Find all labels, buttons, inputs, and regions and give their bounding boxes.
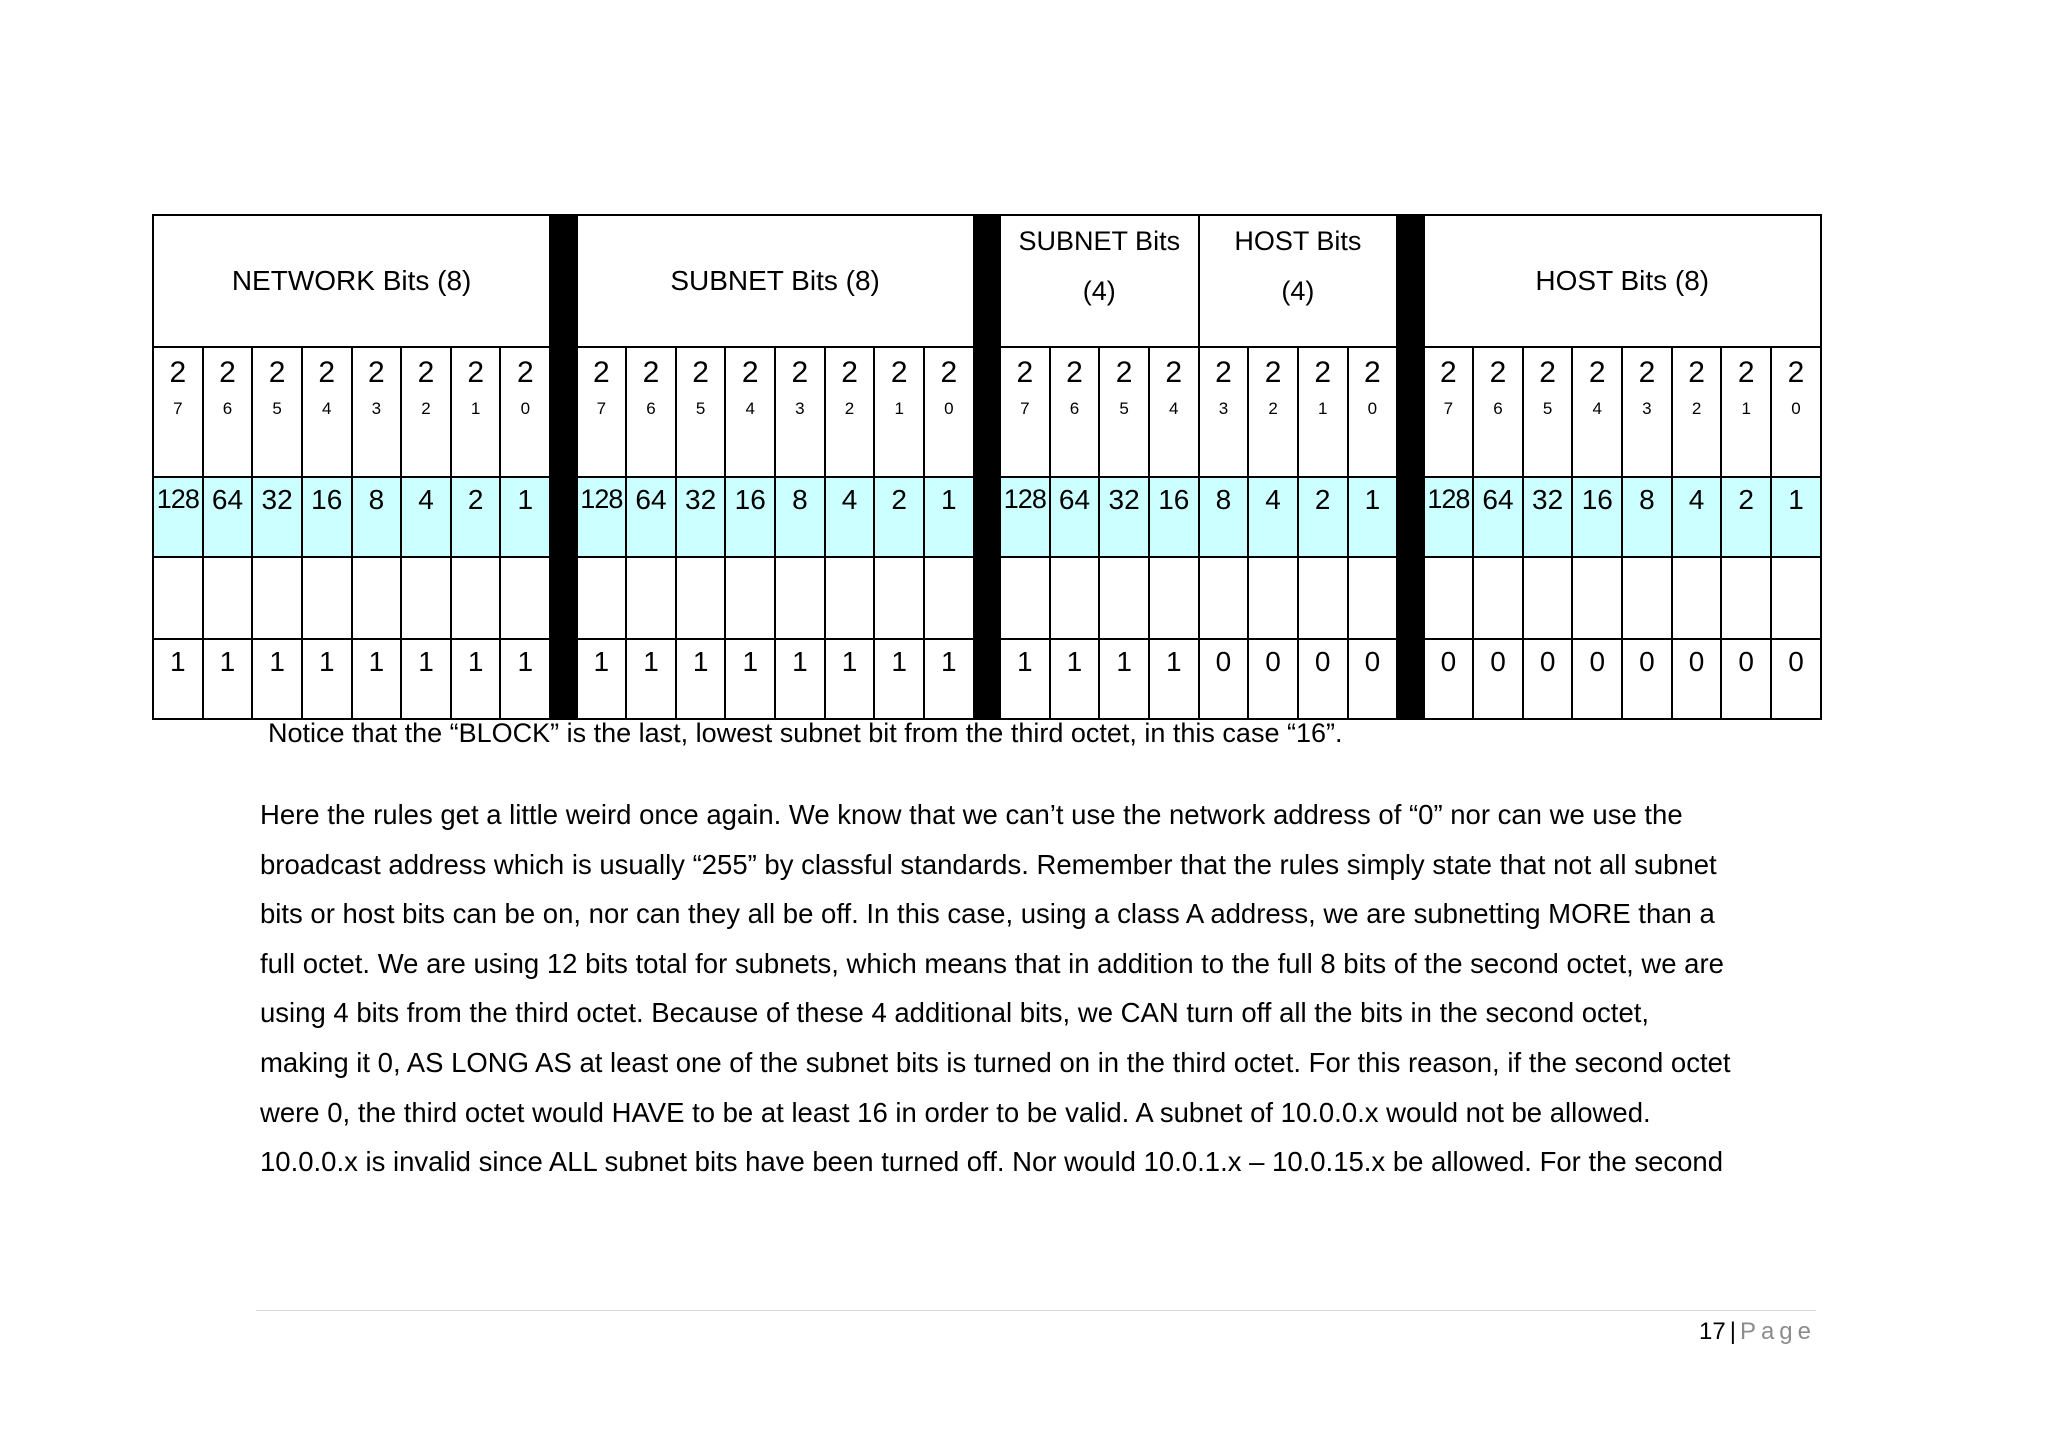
exponent-digit: 1	[470, 399, 481, 418]
bit-value-cell: 1	[1149, 639, 1199, 719]
octet-separator	[1397, 347, 1423, 477]
place-value-cell: 32	[1099, 477, 1149, 557]
footer-separator: |	[1729, 1318, 1736, 1345]
bit-value-cell: 0	[1721, 639, 1771, 719]
octet-separator	[974, 347, 1000, 477]
base-digit: 2	[467, 356, 484, 389]
blank-cell	[1099, 557, 1149, 639]
power-of-two-cell	[1572, 347, 1622, 477]
base-digit: 2	[642, 356, 660, 389]
place-value-cell: 16	[302, 477, 352, 557]
place-value-cell: 64	[203, 477, 253, 557]
blank-cell	[1050, 557, 1100, 639]
bit-value-cell: 0	[1622, 639, 1672, 719]
blank-cell	[1348, 557, 1398, 639]
base-digit: 2	[940, 356, 958, 389]
host-bits-header: HOST Bits (8)	[1424, 215, 1821, 347]
place-value-cell: 1	[1348, 477, 1398, 557]
exponent-digit: 7	[1020, 399, 1030, 418]
blank-cell	[626, 557, 676, 639]
blank-cell	[1672, 557, 1722, 639]
place-value-cell: 16	[725, 477, 775, 557]
bit-value-cell: 1	[676, 639, 726, 719]
power-of-two-cell	[500, 347, 550, 477]
bit-value-cell: 1	[153, 639, 203, 719]
base-digit: 2	[1737, 356, 1755, 389]
blank-cell	[1149, 557, 1199, 639]
place-value-cell: 128	[1000, 477, 1050, 557]
power-of-two-cell	[775, 347, 825, 477]
power-of-two-cell	[252, 347, 302, 477]
paragraph-line: 10.0.0.x is invalid since ALL subnet bits have been turned off. Nor would 10.0.1.x – 10.0.15.x be allowed. For the second	[260, 1146, 1724, 1178]
bit-value-cell: 0	[1424, 639, 1474, 719]
blank-cell	[153, 557, 203, 639]
exponent-digit: 3	[795, 399, 805, 418]
base-digit: 2	[417, 356, 435, 389]
exponent-digit: 0	[520, 399, 531, 418]
bit-value-cell: 0	[1672, 639, 1722, 719]
bit-value-cell: 1	[577, 639, 627, 719]
power-of-two-row	[153, 347, 1821, 477]
exponent-digit: 3	[1642, 399, 1652, 418]
blank-cell	[577, 557, 627, 639]
blank-cell	[1622, 557, 1672, 639]
header-row	[153, 215, 1821, 347]
exponent-digit: 6	[222, 399, 233, 418]
exponent-digit: 6	[1069, 399, 1080, 418]
exponent-digit: 7	[596, 399, 607, 418]
exponent-digit: 4	[322, 399, 332, 418]
base-digit: 2	[890, 356, 908, 389]
base-digit: 2	[1489, 356, 1507, 389]
place-value-cell: 2	[1298, 477, 1348, 557]
page-label: Page	[1739, 1318, 1816, 1345]
octet-separator	[1397, 557, 1423, 639]
paragraph-line: were 0, the third octet would HAVE to be at least 16 in order to be valid. A subnet of 10.0.0.x would not be allowed.	[260, 1096, 1651, 1128]
place-value-cell: 128	[153, 477, 203, 557]
exponent-digit: 1	[1317, 399, 1328, 418]
power-of-two-cell	[451, 347, 501, 477]
power-of-two-cell	[1000, 347, 1050, 477]
bit-value-cell: 1	[352, 639, 402, 719]
base-digit: 2	[219, 356, 236, 389]
paragraph-line: using 4 bits from the third octet. Because of these 4 additional bits, we CAN turn off all the bits in the second octet,	[260, 997, 1650, 1029]
paragraph-line: bits or host bits can be on, nor can they all be off. In this case, using a class A address, we are subnetting MORE than a	[260, 898, 1715, 930]
bit-value-cell: 1	[252, 639, 302, 719]
bit-value-cell: 1	[874, 639, 924, 719]
paragraph-line: broadcast address which is usually “255” by classful standards. Remember that the rules simply state that not all subnet	[260, 848, 1717, 880]
power-of-two-cell	[725, 347, 775, 477]
binary-bits-row	[153, 639, 1821, 719]
octet-separator	[974, 477, 1000, 557]
blank-row	[153, 557, 1821, 639]
power-of-two-cell	[1771, 347, 1821, 477]
exponent-digit: 7	[1443, 399, 1454, 418]
exponent-digit: 0	[1367, 399, 1378, 418]
bit-value-cell: 0	[1348, 639, 1398, 719]
exponent-digit: 1	[1741, 399, 1751, 418]
power-of-two-cell	[1348, 347, 1398, 477]
blank-cell	[1298, 557, 1348, 639]
base-digit: 2	[841, 356, 858, 389]
subnet-bits-4-count: (4)	[1082, 276, 1116, 306]
power-of-two-cell	[1199, 347, 1249, 477]
place-value-cell: 2	[874, 477, 924, 557]
power-of-two-cell	[1149, 347, 1199, 477]
power-of-two-cell	[302, 347, 352, 477]
bit-value-cell: 1	[302, 639, 352, 719]
exponent-digit: 5	[695, 399, 706, 418]
exponent-digit: 4	[1592, 399, 1602, 418]
bit-value-cell: 0	[1523, 639, 1573, 719]
blank-cell	[252, 557, 302, 639]
bit-value-cell: 1	[1000, 639, 1050, 719]
bit-value-cell: 0	[1771, 639, 1821, 719]
exponent-digit: 1	[894, 399, 904, 418]
place-value-cell: 32	[1523, 477, 1573, 557]
place-value-cell: 32	[676, 477, 726, 557]
exponent-digit: 2	[1268, 399, 1278, 418]
blank-cell	[775, 557, 825, 639]
base-digit: 2	[1264, 356, 1282, 389]
place-value-cell: 1	[1771, 477, 1821, 557]
host-bits-4-label: HOST Bits	[1234, 226, 1362, 256]
power-of-two-cell	[1622, 347, 1672, 477]
blank-cell	[1473, 557, 1523, 639]
base-digit: 2	[791, 356, 809, 389]
blank-cell	[1721, 557, 1771, 639]
power-of-two-cell	[874, 347, 924, 477]
power-of-two-cell	[1523, 347, 1573, 477]
base-digit: 2	[1066, 356, 1083, 389]
place-value-cell: 8	[352, 477, 402, 557]
bit-value-cell: 0	[1298, 639, 1348, 719]
bit-value-cell: 0	[1248, 639, 1298, 719]
blank-cell	[1199, 557, 1249, 639]
place-value-cell: 64	[626, 477, 676, 557]
blank-cell	[352, 557, 402, 639]
bit-value-cell: 1	[451, 639, 501, 719]
exponent-digit: 3	[371, 399, 382, 418]
exponent-digit: 5	[272, 399, 282, 418]
paragraph-line: full octet. We are using 12 bits total for subnets, which means that in addition to the full 8 bits of the second octet, we are	[260, 947, 1724, 979]
base-digit: 2	[1314, 356, 1332, 389]
power-of-two-cell	[1473, 347, 1523, 477]
blank-cell	[825, 557, 875, 639]
blank-cell	[203, 557, 253, 639]
page-footer	[1699, 1318, 1816, 1346]
base-digit: 2	[1364, 356, 1381, 389]
blank-cell	[1000, 557, 1050, 639]
base-digit: 2	[516, 356, 534, 389]
blank-cell	[1572, 557, 1622, 639]
base-digit: 2	[268, 356, 286, 389]
base-digit: 2	[592, 356, 610, 389]
bit-value-cell: 0	[1199, 639, 1249, 719]
base-digit: 2	[1588, 356, 1606, 389]
place-value-cell: 2	[1721, 477, 1771, 557]
octet-separator	[550, 557, 576, 639]
base-digit: 2	[169, 356, 187, 389]
bit-value-cell: 1	[203, 639, 253, 719]
body-paragraph	[260, 790, 1820, 1187]
exponent-digit: 0	[1791, 399, 1801, 418]
octet-separator	[974, 639, 1000, 719]
blank-cell	[401, 557, 451, 639]
octet-separator	[550, 347, 576, 477]
place-value-cell: 64	[1473, 477, 1523, 557]
host-bits-4-header	[1199, 215, 1398, 347]
exponent-digit: 2	[421, 399, 431, 418]
octet-separator	[974, 215, 1000, 347]
place-value-cell: 64	[1050, 477, 1100, 557]
paragraph-line: making it 0, AS LONG AS at least one of the subnet bits is turned on in the third octet. For this reason, if the second octet	[260, 1046, 1731, 1078]
place-value-cell: 8	[1199, 477, 1249, 557]
bit-value-cell: 1	[626, 639, 676, 719]
octet-separator	[550, 477, 576, 557]
exponent-digit: 5	[1119, 399, 1129, 418]
octet-separator	[550, 215, 576, 347]
power-of-two-cell	[924, 347, 974, 477]
blank-cell	[874, 557, 924, 639]
exponent-digit: 2	[844, 399, 855, 418]
subnet-bits-4-label: SUBNET Bits	[1018, 226, 1181, 256]
place-value-cell: 8	[775, 477, 825, 557]
blank-cell	[500, 557, 550, 639]
paragraph-line: Here the rules get a little weird once again. We know that we can’t use the network address of “0” nor can we use the	[260, 799, 1683, 830]
bit-value-cell: 0	[1572, 639, 1622, 719]
subnet-bits-4-header	[1000, 215, 1199, 347]
base-digit: 2	[1165, 356, 1183, 389]
power-of-two-cell	[352, 347, 402, 477]
power-of-two-cell	[626, 347, 676, 477]
power-of-two-cell	[401, 347, 451, 477]
page-number: 17	[1699, 1318, 1726, 1345]
blank-cell	[1523, 557, 1573, 639]
blank-cell	[924, 557, 974, 639]
base-digit: 2	[368, 356, 385, 389]
place-value-cell: 16	[1572, 477, 1622, 557]
place-value-cell: 4	[825, 477, 875, 557]
power-of-two-cell	[676, 347, 726, 477]
bit-value-cell: 1	[725, 639, 775, 719]
exponent-digit: 4	[1169, 399, 1179, 418]
octet-separator	[550, 639, 576, 719]
place-value-cell: 4	[1672, 477, 1722, 557]
power-of-two-cell	[1099, 347, 1149, 477]
exponent-digit: 6	[1493, 399, 1503, 418]
blank-cell	[302, 557, 352, 639]
blank-cell	[1248, 557, 1298, 639]
base-digit: 2	[1688, 356, 1705, 389]
exponent-digit: 7	[173, 399, 183, 418]
octet-separator	[1397, 639, 1423, 719]
bit-value-cell: 1	[500, 639, 550, 719]
power-of-two-cell	[1672, 347, 1722, 477]
bit-value-cell: 1	[1099, 639, 1149, 719]
place-value-cell: 4	[401, 477, 451, 557]
power-of-two-cell	[1050, 347, 1100, 477]
bit-value-cell: 1	[924, 639, 974, 719]
place-value-cell: 8	[1622, 477, 1672, 557]
base-digit: 2	[1115, 356, 1133, 389]
base-digit: 2	[318, 356, 336, 389]
place-value-cell: 1	[924, 477, 974, 557]
exponent-digit: 4	[745, 399, 755, 418]
power-of-two-cell	[1248, 347, 1298, 477]
power-of-two-cell	[153, 347, 203, 477]
base-digit: 2	[1787, 356, 1805, 389]
place-value-row	[153, 477, 1821, 557]
network-bits-header: NETWORK Bits (8)	[153, 215, 550, 347]
bit-value-cell: 1	[775, 639, 825, 719]
exponent-digit: 0	[944, 399, 954, 418]
power-of-two-cell	[1424, 347, 1474, 477]
bit-value-cell: 0	[1473, 639, 1523, 719]
base-digit: 2	[1638, 356, 1656, 389]
blank-cell	[1771, 557, 1821, 639]
blank-cell	[725, 557, 775, 639]
exponent-digit: 2	[1691, 399, 1702, 418]
power-of-two-cell	[825, 347, 875, 477]
power-of-two-cell	[1298, 347, 1348, 477]
octet-separator	[1397, 477, 1423, 557]
place-value-cell: 1	[500, 477, 550, 557]
place-value-cell: 4	[1248, 477, 1298, 557]
blank-cell	[451, 557, 501, 639]
base-digit: 2	[692, 356, 709, 389]
footer-divider	[256, 1310, 1816, 1311]
blank-cell	[1424, 557, 1474, 639]
subnet-bits-table	[152, 214, 1822, 720]
subnet-bits-header: SUBNET Bits (8)	[577, 215, 974, 347]
octet-separator	[974, 557, 1000, 639]
base-digit: 2	[741, 356, 759, 389]
exponent-digit: 6	[646, 399, 656, 418]
power-of-two-cell	[577, 347, 627, 477]
host-bits-4-count: (4)	[1281, 276, 1315, 306]
place-value-cell: 128	[1424, 477, 1474, 557]
place-value-cell: 2	[451, 477, 501, 557]
block-note: Notice that the “BLOCK” is the last, lowest subnet bit from the third octet, in this case “16”.	[268, 718, 1343, 748]
exponent-digit: 3	[1218, 399, 1229, 418]
base-digit: 2	[1016, 356, 1034, 389]
place-value-cell: 32	[252, 477, 302, 557]
bit-value-cell: 1	[1050, 639, 1100, 719]
base-digit: 2	[1539, 356, 1556, 389]
place-value-cell: 16	[1149, 477, 1199, 557]
exponent-digit: 5	[1542, 399, 1553, 418]
power-of-two-cell	[1721, 347, 1771, 477]
octet-separator	[1397, 215, 1423, 347]
blank-cell	[676, 557, 726, 639]
bit-value-cell: 1	[825, 639, 875, 719]
place-value-cell: 128	[577, 477, 627, 557]
power-of-two-cell	[203, 347, 253, 477]
base-digit: 2	[1440, 356, 1457, 389]
base-digit: 2	[1215, 356, 1232, 389]
bit-value-cell: 1	[401, 639, 451, 719]
